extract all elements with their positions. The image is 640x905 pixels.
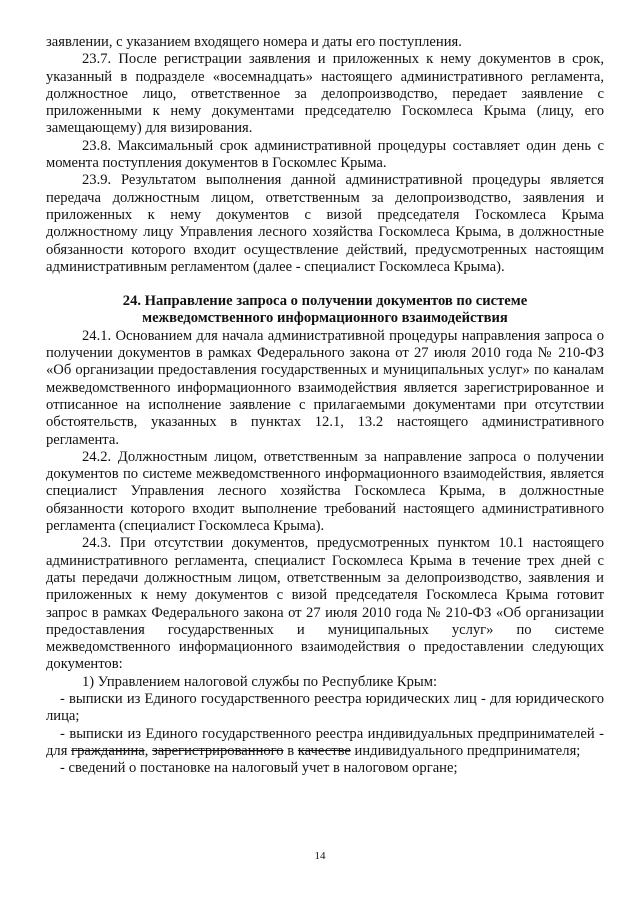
paragraph-24-2: 24.2. Должностным лицом, ответственным за направление запроса о получении документов по системе межведомственного информационного взаимодействия, является специалист Управления лесного хозяйства Госкомлеса Крыма, в должностные обязанности которого входит выполнение требований настоящего административного регламента (специалист Госкомлеса Крыма). bbox=[46, 448, 604, 535]
list-item-1: 1) Управлением налоговой службы по Республике Крым: bbox=[82, 673, 438, 690]
section-heading-line-2: межведомственного информационного взаимодействия bbox=[142, 310, 508, 327]
dash-item-egrip-part-g: индивидуального предпринимателя; bbox=[350, 742, 581, 759]
dash-item-egrip-part-c: , bbox=[144, 742, 153, 759]
paragraph-24-1: 24.1. Основанием для начала административной процедуры направления запроса о получении документов в рамках Федерального закона от 27 июля 2010 года № 210-ФЗ «Об организации предоставления государственных и муниципальных услуг» по каналам межведомственного информационного взаимодействия является зарегистрированное и отписанное на исполнение заявление с прилагаемыми документами при отсутствии обстоятельств, указанных в пунктах 12.1, 13.2 настоящего административного регламента. bbox=[46, 327, 604, 448]
dash-item-tax-registration: - сведений о постановке на налоговый учет в налоговом органе; bbox=[60, 760, 458, 777]
dash-item-egrip-part-e: в bbox=[283, 742, 298, 759]
paragraph-continuation: заявлении, с указанием входящего номера и даты его поступления. bbox=[46, 34, 462, 50]
paragraph-23-8: 23.8. Максимальный срок административной процедуры составляет один день с момента поступления документов в Госкомлес Крыма. bbox=[46, 137, 604, 172]
dash-item-egrip bbox=[46, 726, 604, 761]
dash-item-egrip-part-a: - выписки из Единого государственного реестра индивидуальных предпринимателей - для bbox=[46, 725, 604, 759]
struck-word-registered: зарегистрированного bbox=[152, 742, 284, 759]
paragraph-23-7: 23.7. После регистрации заявления и приложенных к нему документов в срок, указанный в подразделе «восемнадцать» настоящего административного регламента, должностное лицо, ответственное за делопроизводство, передает заявление с приложенными к нему документами председателю Госкомлеса Крыма (лицу, его замещающему) для визирования. bbox=[46, 51, 604, 137]
paragraph-24-3: 24.3. При отсутствии документов, предусмотренных пунктом 10.1 настоящего административного регламента, специалист Госкомлеса Крыма в течение трех дней с даты передачи должностным лицом, ответственным за делопроизводство, заявления и приложенных к нему документов с визой председателя Госкомлеса Крыма готовит запрос в рамках Федерального закона от 27 июля 2010 года № 210-ФЗ «Об организации предоставления государственных и муниципальных услуг» по системе межведомственного информационного взаимодействия о предоставлении следующих документов: bbox=[46, 535, 604, 673]
struck-word-citizen: гражданина bbox=[71, 742, 145, 759]
document-page bbox=[46, 34, 604, 777]
page-number: 14 bbox=[314, 850, 326, 862]
section-heading-24 bbox=[46, 293, 604, 328]
paragraph-23-9: 23.9. Результатом выполнения данной административной процедуры является передача должностным лицом, ответственным за делопроизводство, заявления и приложенных к нему документов с визой председателя Госкомлеса Крыма должностному лицу Управления лесного хозяйства Госкомлеса Крыма, в должностные обязанности которого входит осуществление действий, предусмотренных настоящим административным регламентом (далее - специалист Госкомлеса Крыма). bbox=[46, 172, 604, 275]
section-heading-line-1: 24. Направление запроса о получении документов по системе bbox=[122, 293, 528, 310]
dash-item-egrul: - выписки из Единого государственного реестра юридических лиц - для юридического лица; bbox=[46, 690, 604, 725]
struck-word-as: качестве bbox=[297, 742, 351, 759]
